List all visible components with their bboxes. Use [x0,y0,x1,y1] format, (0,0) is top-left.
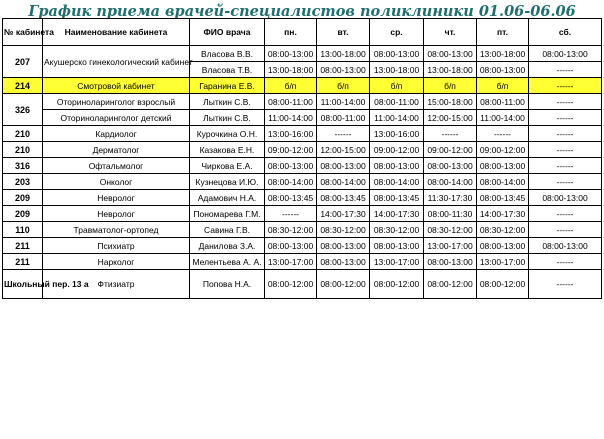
table-row [3,142,602,158]
tuesday-hours: 14:00-17:30 [317,206,370,222]
saturday-hours: ------ [529,254,602,270]
tuesday-hours: 08:00-13:00 [317,254,370,270]
cabinet-name: Офтальмолог [43,158,190,174]
friday-hours: 08:00-11:00 [477,94,529,110]
friday-hours: 08:00-13:00 [477,238,529,254]
saturday-hours: ------ [529,206,602,222]
wednesday-hours: 09:00-12:00 [370,142,424,158]
table-row [3,206,602,222]
friday-hours: 08:00-13:45 [477,190,529,206]
doctor-name: Попова Н.А. [190,270,265,299]
wednesday-hours: 13:00-17:00 [370,254,424,270]
thursday-hours: 12:00-15:00 [424,110,477,126]
thursday-hours: 08:00-13:00 [424,254,477,270]
thursday-hours: 11:30-17:30 [424,190,477,206]
doctor-name: Курочкина О.Н. [190,126,265,142]
cabinet-number: 326 [3,94,43,126]
thursday-hours: 08:00-12:00 [424,270,477,299]
cabinet-number: 203 [3,174,43,190]
cabinet-number: 214 [3,78,43,94]
tuesday-hours: 08:00-12:00 [317,270,370,299]
doctor-name: Мелентьева А. А. [190,254,265,270]
cabinet-name: Оториноларинголог детский [43,110,190,126]
monday-hours: 08:00-13:45 [265,190,317,206]
monday-hours: 11:00-14:00 [265,110,317,126]
cabinet-number: 210 [3,142,43,158]
cabinet-name: Травматолог-ортопед [43,222,190,238]
table-row [3,222,602,238]
tuesday-hours: 08:00-11:00 [317,110,370,126]
wednesday-hours: 13:00-16:00 [370,126,424,142]
friday-hours: 13:00-17:00 [477,254,529,270]
saturday-hours: ------ [529,62,602,78]
friday-hours: 13:00-18:00 [477,46,529,62]
tuesday-hours: 08:00-13:00 [317,62,370,78]
monday-hours: 08:00-11:00 [265,94,317,110]
table-row [3,190,602,206]
doctor-name: Кузнецова И.Ю. [190,174,265,190]
saturday-hours: ------ [529,110,602,126]
table-row [3,158,602,174]
doctor-name: Гаранина Е.В. [190,78,265,94]
cabinet-name: Онколог [43,174,190,190]
wednesday-hours: 11:00-14:00 [370,110,424,126]
page-title: График приема врачей-специалистов поликлиники 01.06-06.06 [28,3,576,20]
saturday-hours: ------ [529,158,602,174]
table-row [3,254,602,270]
cabinet-name: Кардиолог [43,126,190,142]
monday-hours: 08:00-13:00 [265,238,317,254]
friday-hours: 09:00-12:00 [477,142,529,158]
monday-hours: 08:00-13:00 [265,46,317,62]
cabinet-name: Дерматолог [43,142,190,158]
doctor-name: Чиркова Е.А. [190,158,265,174]
cabinet-name: Невролог [43,206,190,222]
cabinet-number: 211 [3,238,43,254]
tuesday-hours: 12:00-15:00 [317,142,370,158]
tuesday-hours: 08:00-13:45 [317,190,370,206]
cabinet-name: Акушерско гинекологический кабинет [43,46,190,78]
table-row [3,174,602,190]
cabinet-name: Невролог [43,190,190,206]
wednesday-hours: 08:00-13:00 [370,238,424,254]
cabinet-name: Смотровой кабинет [43,78,190,94]
cabinet-name: Фтизиатр [43,270,190,299]
wednesday-hours: 08:30-12:00 [370,222,424,238]
friday-hours: б/п [477,78,529,94]
friday-hours: ------ [477,126,529,142]
wednesday-hours: 08:00-13:45 [370,190,424,206]
cabinet-number: 211 [3,254,43,270]
doctor-name: Лыткин С.В. [190,94,265,110]
tuesday-hours: 08:00-13:00 [317,238,370,254]
header-doctor-name: ФИО врача [190,19,265,46]
monday-hours: ------ [265,206,317,222]
thursday-hours: 09:00-12:00 [424,142,477,158]
friday-hours: 08:00-12:00 [477,270,529,299]
thursday-hours: ------ [424,126,477,142]
monday-hours: б/п [265,78,317,94]
wednesday-hours: 14:00-17:30 [370,206,424,222]
doctor-name: Данилова З.А. [190,238,265,254]
table-row [3,238,602,254]
tuesday-hours: 08:00-13:00 [317,158,370,174]
cabinet-number: 210 [3,126,43,142]
monday-hours: 09:00-12:00 [265,142,317,158]
friday-hours: 08:00-13:00 [477,62,529,78]
cabinet-number: 209 [3,206,43,222]
table-row [3,110,602,126]
thursday-hours: 08:30-12:00 [424,222,477,238]
tuesday-hours: 08:00-14:00 [317,174,370,190]
thursday-hours: б/п [424,78,477,94]
saturday-hours: ------ [529,78,602,94]
thursday-hours: 13:00-17:00 [424,238,477,254]
table-row-highlighted [3,78,602,94]
doctor-name: Лыткин С.В. [190,110,265,126]
wednesday-hours: 08:00-13:00 [370,158,424,174]
saturday-hours: ------ [529,142,602,158]
schedule-table [2,18,602,299]
doctor-name: Пономарева Г.М. [190,206,265,222]
header-monday: пн. [265,19,317,46]
thursday-hours: 08:00-11:30 [424,206,477,222]
header-thursday: чт. [424,19,477,46]
friday-hours: 08:00-13:00 [477,158,529,174]
header-cabinet-number: № кабинета [3,19,43,46]
doctor-name: Савина Г.В. [190,222,265,238]
thursday-hours: 13:00-18:00 [424,62,477,78]
cabinet-number: 110 [3,222,43,238]
table-row [3,126,602,142]
monday-hours: 13:00-16:00 [265,126,317,142]
tuesday-hours: 08:30-12:00 [317,222,370,238]
cabinet-number: 207 [3,46,43,78]
wednesday-hours: 08:00-13:00 [370,46,424,62]
friday-hours: 11:00-14:00 [477,110,529,126]
thursday-hours: 15:00-18:00 [424,94,477,110]
friday-hours: 08:30-12:00 [477,222,529,238]
tuesday-hours: ------ [317,126,370,142]
header-friday: пт. [477,19,529,46]
thursday-hours: 08:00-14:00 [424,174,477,190]
tuesday-hours: 11:00-14:00 [317,94,370,110]
doctor-name: Власова В.В. [190,46,265,62]
saturday-hours: ------ [529,222,602,238]
monday-hours: 13:00-18:00 [265,62,317,78]
table-header-row [3,19,602,46]
doctor-name: Власова Т.В. [190,62,265,78]
cabinet-name: Оториноларинголог взрослый [43,94,190,110]
cabinet-name: Психиатр [43,238,190,254]
tuesday-hours: 13:00-18:00 [317,46,370,62]
saturday-hours: ------ [529,270,602,299]
tuesday-hours: б/п [317,78,370,94]
doctor-name: Адамович Н.А. [190,190,265,206]
wednesday-hours: 13:00-18:00 [370,62,424,78]
wednesday-hours: 08:00-11:00 [370,94,424,110]
wednesday-hours: 08:00-14:00 [370,174,424,190]
saturday-hours: 08:00-13:00 [529,46,602,62]
cabinet-number: 316 [3,158,43,174]
thursday-hours: 08:00-13:00 [424,46,477,62]
cabinet-name: Нарколог [43,254,190,270]
monday-hours: 08:00-13:00 [265,158,317,174]
table-row [3,46,602,62]
doctor-name: Казакова Е.Н. [190,142,265,158]
wednesday-hours: 08:00-12:00 [370,270,424,299]
monday-hours: 08:00-12:00 [265,270,317,299]
thursday-hours: 08:00-13:00 [424,158,477,174]
header-saturday: сб. [529,19,602,46]
saturday-hours: 08:00-13:00 [529,190,602,206]
table-row [3,270,602,299]
friday-hours: 08:00-14:00 [477,174,529,190]
cabinet-number: 209 [3,190,43,206]
saturday-hours: ------ [529,126,602,142]
saturday-hours: ------ [529,174,602,190]
header-tuesday: вт. [317,19,370,46]
header-cabinet-name: Наименование кабинета [43,19,190,46]
monday-hours: 08:30-12:00 [265,222,317,238]
cabinet-number: Школьный пер. 13 а [3,270,43,299]
monday-hours: 13:00-17:00 [265,254,317,270]
table-row [3,94,602,110]
saturday-hours: 08:00-13:00 [529,238,602,254]
wednesday-hours: б/п [370,78,424,94]
header-wednesday: ср. [370,19,424,46]
monday-hours: 08:00-14:00 [265,174,317,190]
saturday-hours: ------ [529,94,602,110]
friday-hours: 14:00-17:30 [477,206,529,222]
